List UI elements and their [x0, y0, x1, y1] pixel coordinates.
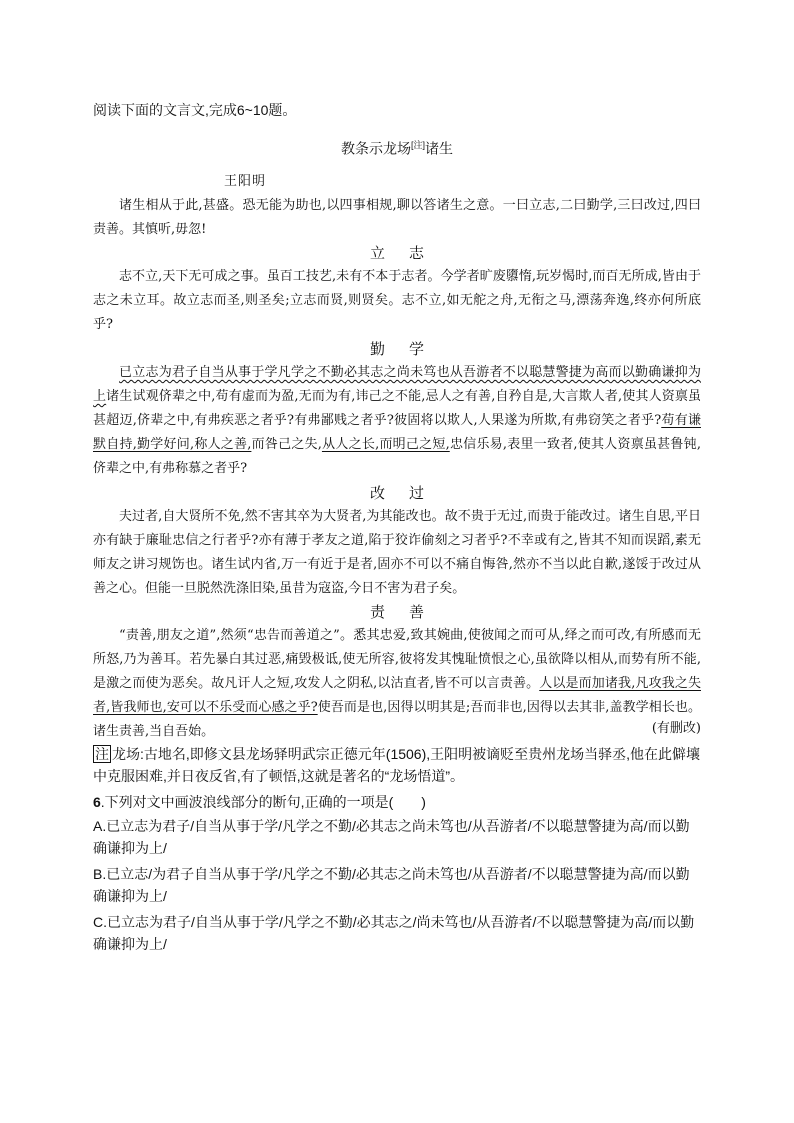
section-heading-gaiguo: 改过 [369, 484, 448, 502]
section-heading-qinxue: 勤学 [369, 340, 448, 358]
author-name: 王阳明 [224, 174, 267, 189]
question-number: 6 [93, 794, 101, 810]
footnote-text: 龙场:古地名,即修文县龙场驿明武宗正德元年(1506),王阳明被谪贬至贵州龙场当驿丞,他在此僻壤中克服困难,并日夜反省,有了顿悟,这就是著名的“龙场悟道”。 [93, 746, 701, 784]
section-body-qinxue: 已立志为君子自当从事于学凡学之不勤必其志之尚未笃也从吾游者不以聪慧警捷为高而以勤确谦抑为上诸生试观侪辈之中,苟有虚而为盈,无而为有,讳己之不能,忌人之有善,自矜自是,大言欺人者,使其人资禀虽甚超迈,侪辈之中,有弗疾恶之者乎?有弗鄙贱之者乎?彼固将以欺人,人果遂为所欺,有弗窃笑之者乎?苟有谦默自持,勤学好问,称人之善,而咎己之失,从人之长,而明己之短,忠信乐易,表里一致者,使其人资禀虽甚鲁钝,侪辈之中,有弗称慕之者乎? [93, 365, 701, 476]
preface-paragraph: 诸生相从于此,甚盛。恐无能为助也,以四事相规,聊以答诸生之意。一曰立志,二曰勤学,三曰改过,四曰责善。其慎听,毋忽! [93, 198, 701, 237]
section-body-zeshan: “责善,朋友之道”,然须“忠告而善道之”。悉其忠爱,致其婉曲,使彼闻之而可从,绎之而可改,有所感而无所怒,乃为善耳。若先暴白其过恶,痛毁极诋,使无所容,彼将发其愧耻愤恨之心,虽欲降以相从,而势有所不能,是激之而使为恶矣。故凡讦人之短,攻发人之阴私,以沽直者,皆不可以言责善。人以是而加诸我,凡攻我之失者,皆我师也,安可以不乐受而心感之乎?使吾而是也,因得以明其是;吾而非也,因得以去其非,盖教学相长也。诸生责善,当自吾始。 [93, 628, 701, 739]
underlined-sentence-3: 人以是而加诸我,凡攻我之失者,皆我师也,安可以不乐受而心感之乎? [93, 676, 701, 715]
section-heading-zeshan: 责善 [369, 603, 448, 621]
option-b[interactable]: B.已立志/为君子自当从事于学/凡学之不勤/必其志之尚未笃也/从吾游者/不以聪慧警捷为高/而以勤确谦抑为上/ [93, 866, 690, 904]
question-stem: 6.下列对文中画波浪线部分的断句,正确的一项是( ) [93, 794, 426, 810]
passage-title [0, 135, 794, 159]
underlined-sentence-1: 苟有谦默自持,勤学好问,称人之善, [93, 413, 701, 452]
underlined-sentence-2: 从人之长,而明己之短, [321, 437, 450, 452]
title-suffix: 诸生 [425, 140, 453, 157]
source-note: (有删改) [651, 721, 701, 736]
section-body-gaiguo: 夫过者,自大贤所不免,然不害其卒为大贤者,为其能改也。故不贵于无过,而贵于能改过。诸生自思,平日亦有缺于廉耻忠信之行者乎?亦有薄于孝友之道,陷于狡诈偷刻之习者乎?不幸或有之,皆其不知而误蹈,素无师友之讲习规饬也。诸生试内省,万一有近于是者,固亦不可以不痛自悔咎,然亦不当以此自歉,遂馁于改过从善之心。但能一旦脱然洗涤旧染,虽昔为寇盗,今日不害为君子矣。 [93, 509, 701, 596]
reading-instruction: 阅读下面的文言文,完成6~10题。 [93, 102, 297, 118]
option-c[interactable]: C.已立志为君子/自当从事于学/凡学之不勤/必其志之/尚未笃也/从吾游者/不以聪慧警捷为高/而以勤确谦抑为上/ [93, 914, 695, 952]
wavy-underlined-passage: 已立志为君子自当从事于学凡学之不勤必其志之尚未笃也从吾游者不以聪慧警捷为高而以勤确谦抑为上 [93, 365, 701, 404]
section-body-lizhi: 志不立,天下无可成之事。虽百工技艺,未有不本于志者。今学者旷废隳惰,玩岁愒时,而百无所成,皆由于志之未立耳。故立志而圣,则圣矣;立志而贤,则贤矣。志不立,如无舵之舟,无衔之马,漂荡奔逸,终亦何所底乎? [93, 269, 701, 332]
title-note-mark: [注] [410, 140, 425, 150]
title-text: 教条示龙场 [340, 140, 411, 157]
section-heading-lizhi: 立志 [369, 244, 448, 262]
footnote-mark: 注 [95, 746, 109, 762]
footnote [93, 743, 703, 787]
option-a[interactable]: A.已立志为君子/自当从事于学/凡学之不勤/必其志之尚未笃也/从吾游者/不以聪慧警捷为高/而以勤确谦抑为上/ [93, 818, 690, 856]
